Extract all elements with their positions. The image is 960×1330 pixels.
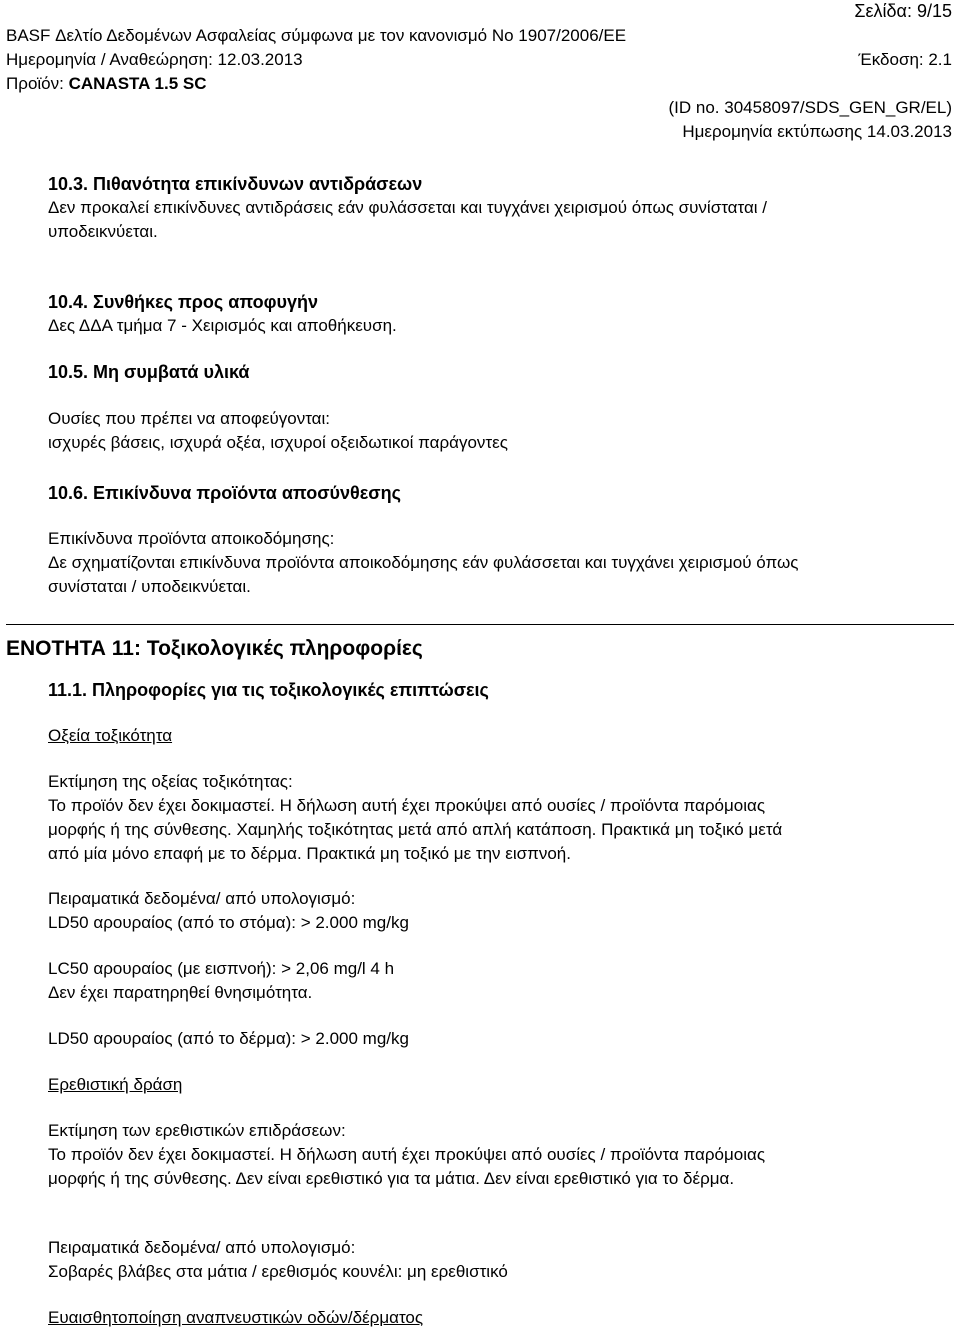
product-name: CANASTA 1.5 SC	[68, 74, 207, 93]
section-10-3-title: 10.3. Πιθανότητα επικίνδυνων αντιδράσεων	[48, 174, 423, 194]
irritation-experimental-label: Πειραματικά δεδομένα/ από υπολογισμό:	[48, 1238, 356, 1257]
irritation-assessment-text-1: Το προϊόν δεν έχει δοκιμαστεί. Η δήλωση αυτή έχει προκύψει από ουσίες / προϊόντα παρόμοιας	[48, 1145, 766, 1164]
section-10-6-text-2: συνίσταται / υποδεικνύεται.	[48, 577, 251, 596]
section-10-6-label: Επικίνδυνα προϊόντα αποικοδόμησης:	[48, 529, 335, 548]
document-title: BASF Δελτίο Δεδομένων Ασφαλείας σύμφωνα με τον κανονισμό Νο 1907/2006/ΕΕ	[6, 26, 627, 45]
section-10-3-text-2: υποδεικνύεται.	[48, 222, 158, 241]
lc50-inhalation: LC50 αρουραίος (με εισπνοή): > 2,06 mg/l 4 h	[48, 959, 395, 978]
id-number: (ID no. 30458097/SDS_GEN_GR/EL)	[668, 98, 952, 117]
ld50-oral: LD50 αρουραίος (από το στόμα): > 2.000 mg/kg	[48, 913, 409, 932]
section-11-1-title: 11.1. Πληροφορίες για τις τοξικολογικές επιπτώσεις	[48, 680, 489, 700]
acute-assessment-text-3: από μία μόνο επαφή με το δέρμα. Πρακτικά μη τοξικό με την εισπνοή.	[48, 844, 571, 863]
version: Έκδοση: 2.1	[858, 50, 952, 69]
section-11-title: ΕΝΟΤΗΤΑ 11: Τοξικολογικές πληροφορίες	[6, 637, 423, 660]
section-divider	[6, 624, 954, 625]
irritation-assessment-label: Εκτίμηση των ερεθιστικών επιδράσεων:	[48, 1121, 346, 1140]
no-mortality: Δεν έχει παρατηρηθεί θνησιμότητα.	[48, 983, 313, 1002]
section-10-6-text-1: Δε σχηματίζονται επικίνδυνα προϊόντα αποικοδόμησης εάν φυλάσσεται και τυγχάνει χειρισμού όπως	[48, 553, 799, 572]
product-line	[6, 72, 207, 96]
acute-assessment-text-2: μορφής ή της σύνθεσης. Χαμηλής τοξικότητας μετά από απλή κατάποση. Πρακτικά μη τοξικό μετά	[48, 820, 783, 839]
section-10-4-title: 10.4. Συνθήκες προς αποφυγήν	[48, 292, 318, 312]
section-10-3-text-1: Δεν προκαλεί επικίνδυνες αντιδράσεις εάν φυλάσσεται και τυγχάνει χειρισμού όπως συνίσταται /	[48, 198, 768, 217]
sensitisation-heading: Ευαισθητοποίηση αναπνευστικών οδών/δέρματος	[48, 1308, 424, 1327]
product-label: Προϊόν:	[6, 74, 69, 93]
acute-toxicity-heading: Οξεία τοξικότητα	[48, 726, 173, 745]
acute-experimental-label: Πειραματικά δεδομένα/ από υπολογισμό:	[48, 889, 356, 908]
section-10-5-text: ισχυρές βάσεις, ισχυρά οξέα, ισχυροί οξειδωτικοί παράγοντες	[48, 433, 508, 452]
eye-irritation-result: Σοβαρές βλάβες στα μάτια / ερεθισμός κουνέλι: μη ερεθιστικό	[48, 1262, 508, 1281]
ld50-dermal: LD50 αρουραίος (από το δέρμα): > 2.000 mg/kg	[48, 1029, 409, 1048]
irritation-heading: Ερεθιστική δράση	[48, 1075, 183, 1094]
section-10-5-title: 10.5. Μη συμβατά υλικά	[48, 362, 250, 382]
revision-date: Ημερομηνία / Αναθεώρηση: 12.03.2013	[6, 50, 303, 69]
section-10-6-title: 10.6. Επικίνδυνα προϊόντα αποσύνθεσης	[48, 483, 401, 503]
section-10-5-label: Ουσίες που πρέπει να αποφεύγονται:	[48, 409, 331, 428]
section-10-4-text: Δες ΔΔΑ τμήμα 7 - Χειρισμός και αποθήκευση.	[48, 316, 397, 335]
acute-assessment-text-1: Το προϊόν δεν έχει δοκιμαστεί. Η δήλωση αυτή έχει προκύψει από ουσίες / προϊόντα παρόμοιας	[48, 796, 766, 815]
page-number: Σελίδα: 9/15	[854, 1, 952, 21]
irritation-assessment-text-2: μορφής ή της σύνθεσης. Δεν είναι ερεθιστικό για τα μάτια. Δεν είναι ερεθιστικό για το δέρμα.	[48, 1169, 735, 1188]
acute-assessment-label: Εκτίμηση της οξείας τοξικότητας:	[48, 772, 293, 791]
print-date: Ημερομηνία εκτύπωσης 14.03.2013	[682, 122, 952, 141]
